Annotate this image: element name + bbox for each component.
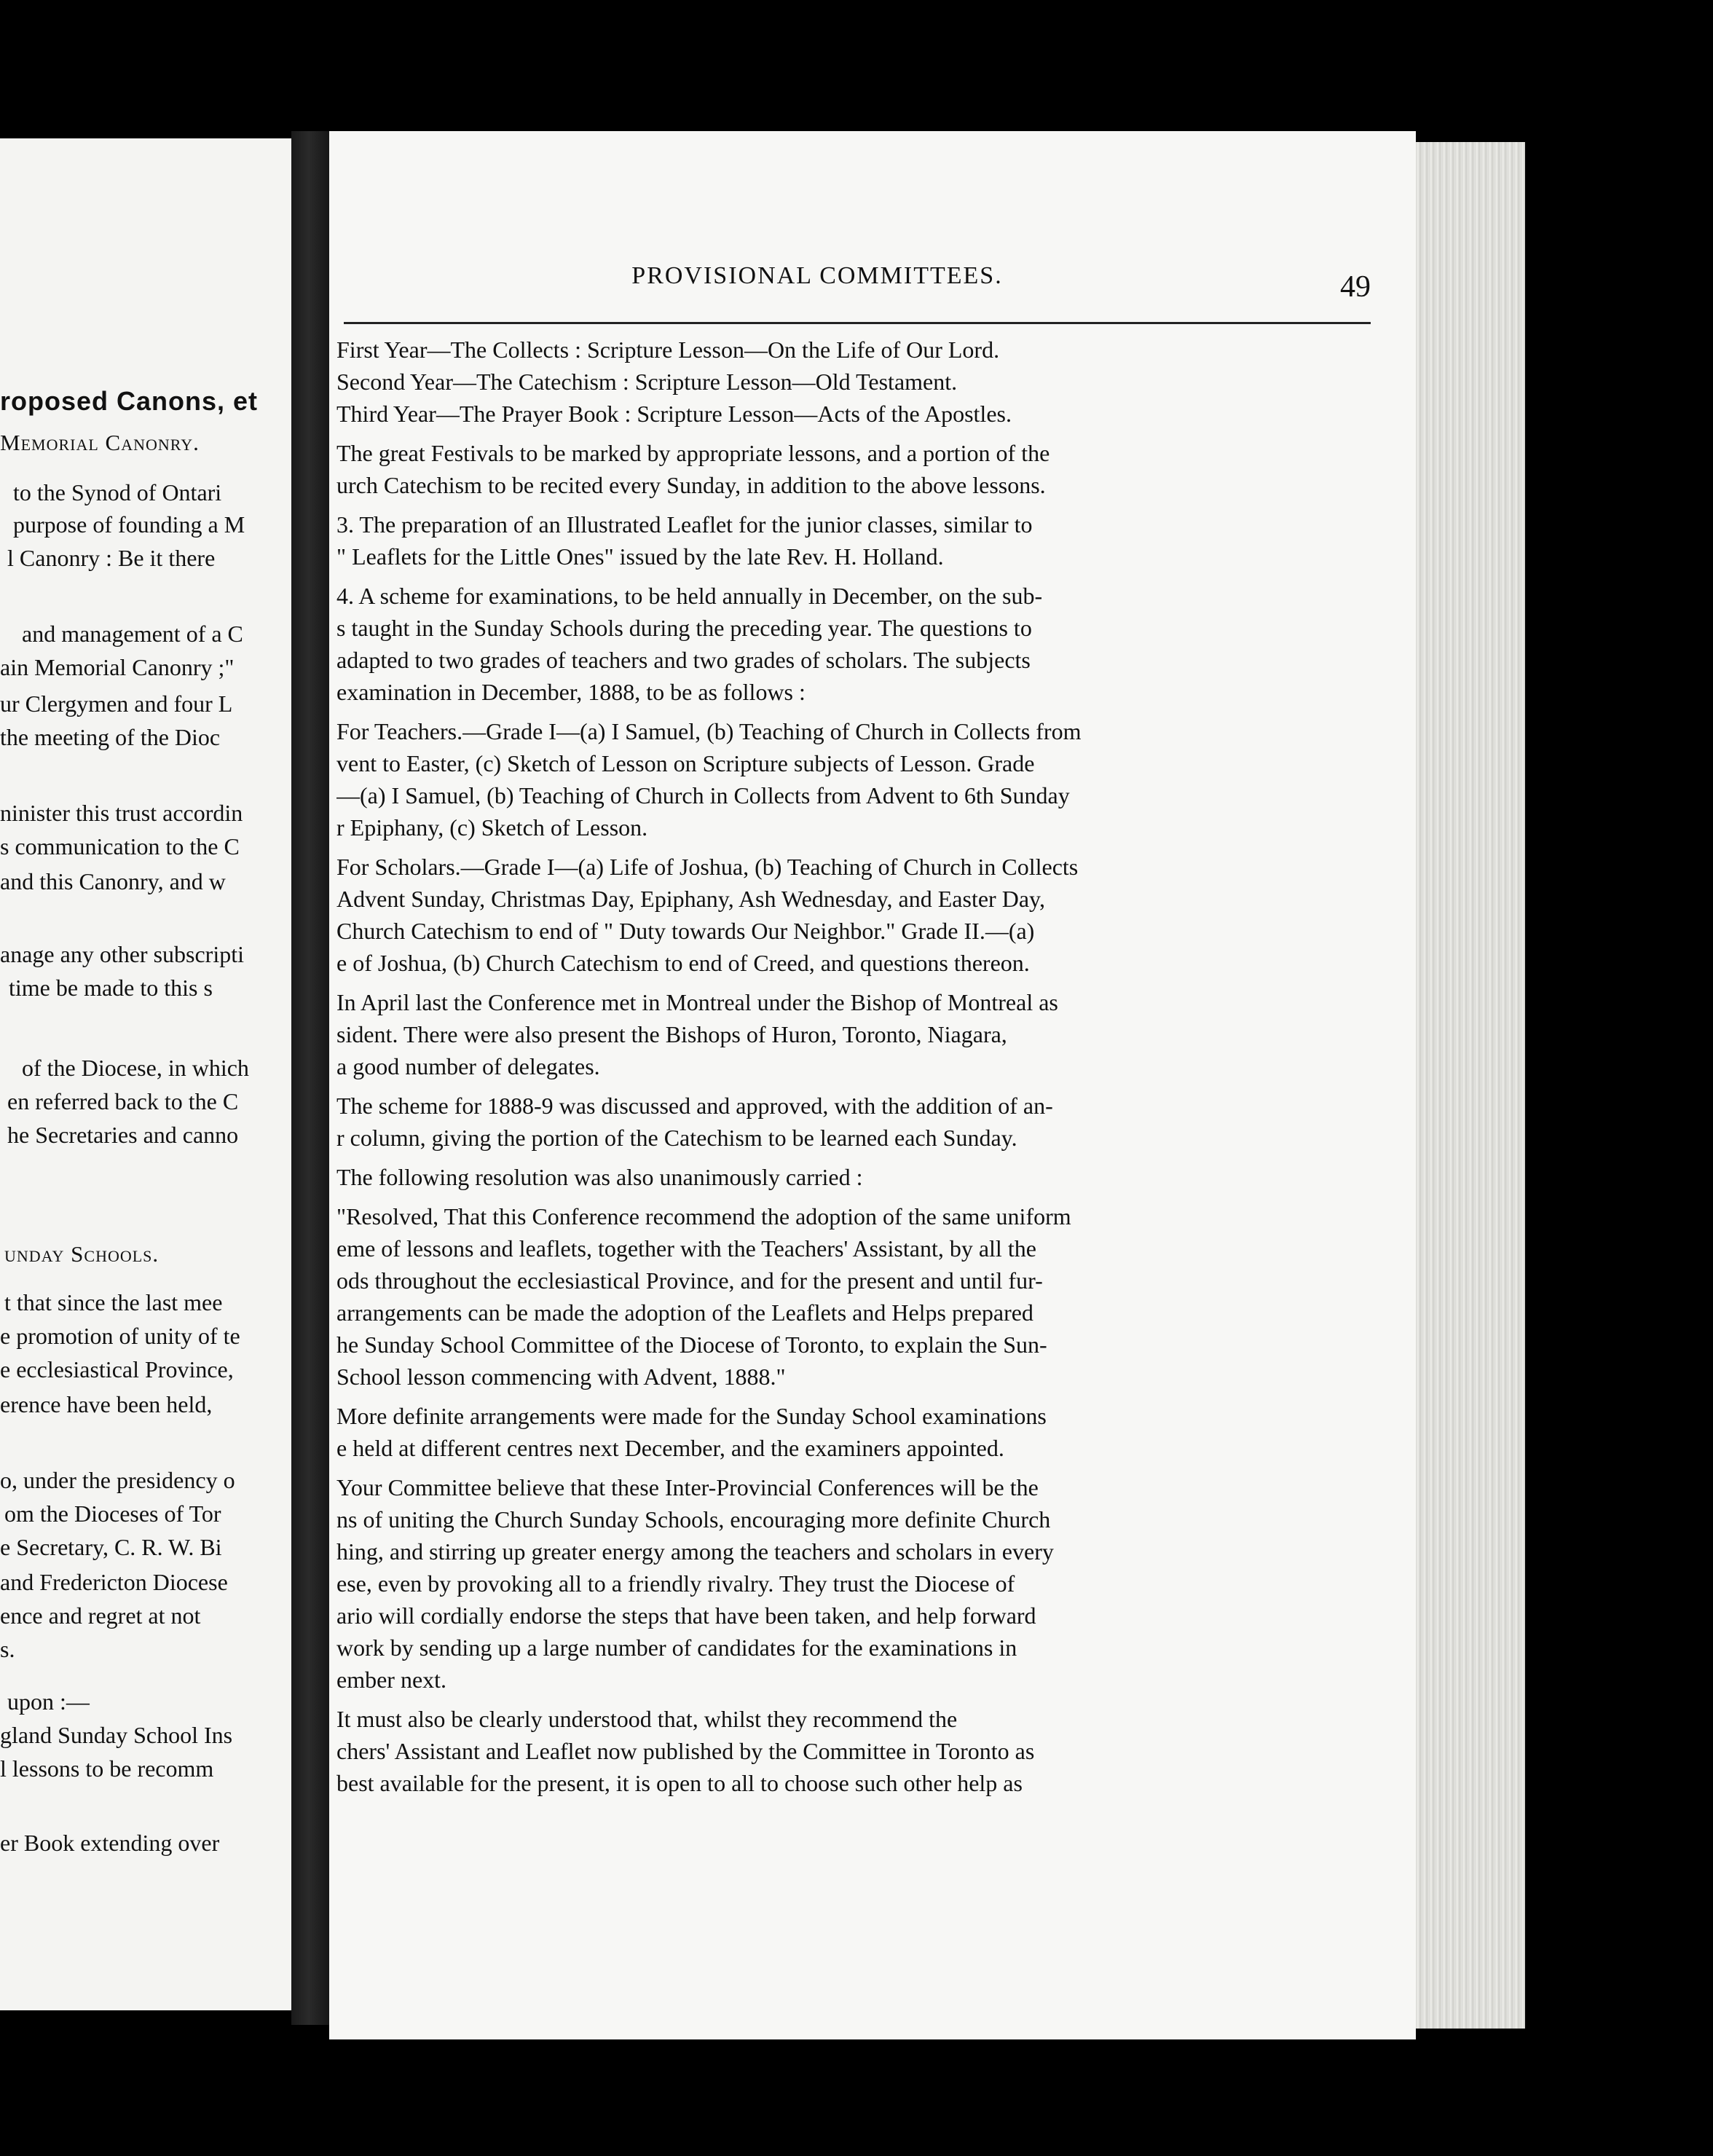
left-line: s communication to the C (0, 833, 240, 859)
text-line: ario will cordially endorse the steps that have been taken, and help forward (336, 1602, 1036, 1629)
paragraph (336, 1090, 1334, 1154)
main-page (329, 131, 1416, 2039)
text-line: ember next. (336, 1667, 447, 1693)
left-line: gland Sunday School Ins (0, 1722, 233, 1748)
left-line: ain Memorial Canonry ;" (0, 654, 235, 680)
text-line: For Teachers.—Grade I—(a) I Samuel, (b) Teaching of Church in Collects from (336, 718, 1082, 744)
left-page-heading: roposed Canons, et (0, 386, 259, 416)
left-line: ur Clergymen and four L (0, 691, 233, 717)
paragraph (336, 334, 1334, 366)
left-line: to the Synod of Ontari (13, 479, 222, 505)
text-line: adapted to two grades of teachers and two grades of scholars. The subjects (336, 647, 1031, 673)
left-page-subheading: unday Schools. (4, 1241, 160, 1267)
left-line: erence have been held, (0, 1391, 213, 1417)
text-line: examination in December, 1888, to be as follows : (336, 679, 806, 705)
text-line: In April last the Conference met in Montreal under the Bishop of Montreal as (336, 989, 1058, 1015)
left-line: e promotion of unity of te (0, 1323, 240, 1349)
paragraph (336, 508, 1334, 573)
text-line: r column, giving the portion of the Catechism to be learned each Sunday. (336, 1125, 1017, 1151)
text-line: e held at different centres next December, and the examiners appointed. (336, 1435, 1004, 1461)
left-line: er Book extending over (0, 1830, 220, 1856)
paragraph (336, 398, 1334, 430)
left-line: the meeting of the Dioc (0, 724, 221, 750)
left-page (0, 138, 306, 2010)
text-line: More definite arrangements were made for the Sunday School examinations (336, 1403, 1047, 1429)
text-line: r Epiphany, (c) Sketch of Lesson. (336, 814, 648, 841)
text-line: Third Year—The Prayer Book : Scripture Lesson—Acts of the Apostles. (336, 401, 1012, 427)
text-line: sident. There were also present the Bishops of Huron, Toronto, Niagara, (336, 1021, 1007, 1047)
paragraph (336, 1471, 1334, 1696)
paragraph (336, 1161, 1334, 1193)
paragraph (336, 1200, 1334, 1393)
left-line: om the Dioceses of Tor (4, 1500, 221, 1527)
text-line: "Resolved, That this Conference recommend the adoption of the same uniform (336, 1203, 1071, 1230)
left-line: l lessons to be recomm (0, 1755, 214, 1782)
left-line: s. (0, 1636, 15, 1662)
text-line: Advent Sunday, Christmas Day, Epiphany, Ash Wednesday, and Easter Day, (336, 886, 1045, 912)
body-text (336, 334, 1334, 1806)
text-line: ods throughout the ecclesiastical Province, and for the present and until fur- (336, 1267, 1043, 1294)
left-line: and management of a C (22, 621, 243, 647)
paragraph (336, 1400, 1334, 1464)
page-fore-edge (1416, 142, 1525, 2029)
text-line: hing, and stirring up greater energy among the teachers and scholars in every (336, 1538, 1054, 1565)
paragraph (336, 715, 1334, 843)
text-line: s taught in the Sunday Schools during the preceding year. The questions to (336, 615, 1032, 641)
left-line: o, under the presidency o (0, 1467, 235, 1493)
paragraph (336, 366, 1334, 398)
paragraph (336, 986, 1334, 1082)
page-number: 49 (1340, 270, 1371, 304)
paragraph (336, 437, 1334, 501)
left-line: of the Diocese, in which (22, 1055, 249, 1081)
text-line: ns of uniting the Church Sunday Schools, encouraging more definite Church (336, 1506, 1051, 1533)
text-line: Second Year—The Catechism : Scripture Lesson—Old Testament. (336, 369, 958, 395)
text-line: chers' Assistant and Leaflet now published by the Committee in Toronto as (336, 1738, 1035, 1764)
text-line: e of Joshua, (b) Church Catechism to end of Creed, and questions thereon. (336, 950, 1030, 976)
left-line: t that since the last mee (4, 1289, 223, 1315)
text-line: urch Catechism to be recited every Sunday, in addition to the above lessons. (336, 472, 1046, 498)
text-line: The great Festivals to be marked by appropriate lessons, and a portion of the (336, 440, 1050, 466)
left-line: time be made to this s (9, 975, 213, 1001)
left-line: ninister this trust accordin (0, 800, 243, 826)
text-line: School lesson commencing with Advent, 1888." (336, 1364, 786, 1390)
text-line: best available for the present, it is open to all to choose such other help as (336, 1770, 1023, 1796)
left-line: e ecclesiastical Province, (0, 1356, 234, 1382)
text-line: The scheme for 1888-9 was discussed and approved, with the addition of an- (336, 1093, 1053, 1119)
paragraph (336, 580, 1334, 708)
running-head: PROVISIONAL COMMITTEES. (631, 262, 1003, 289)
left-line: ence and regret at not (0, 1602, 201, 1629)
text-line: —(a) I Samuel, (b) Teaching of Church in Collects from Advent to 6th Sunday (336, 782, 1070, 808)
text-line: ese, even by provoking all to a friendly rivalry. They trust the Diocese of (336, 1570, 1015, 1597)
left-line: upon :— (7, 1688, 90, 1715)
text-line: For Scholars.—Grade I—(a) Life of Joshua, (b) Teaching of Church in Collects (336, 854, 1079, 880)
text-line: vent to Easter, (c) Sketch of Lesson on Scripture subjects of Lesson. Grade (336, 750, 1035, 776)
left-line: en referred back to the C (7, 1088, 239, 1114)
paragraph (336, 851, 1334, 979)
text-line: he Sunday School Committee of the Diocese of Toronto, to explain the Sun- (336, 1331, 1047, 1358)
left-line: and this Canonry, and w (0, 868, 226, 894)
text-line: 4. A scheme for examinations, to be held annually in December, on the sub- (336, 583, 1043, 609)
text-line: Your Committee believe that these Inter-Provincial Conferences will be the (336, 1474, 1039, 1500)
left-line: l Canonry : Be it there (7, 545, 216, 571)
left-line: purpose of founding a M (13, 511, 245, 538)
header-rule (344, 322, 1371, 324)
text-line: 3. The preparation of an Illustrated Leaflet for the junior classes, similar to (336, 511, 1033, 538)
book-gutter (291, 131, 335, 2025)
text-line: It must also be clearly understood that, whilst they recommend the (336, 1706, 958, 1732)
text-line: eme of lessons and leaflets, together with the Teachers' Assistant, by all the (336, 1235, 1036, 1262)
left-line: and Fredericton Diocese (0, 1569, 228, 1595)
text-line: Church Catechism to end of " Duty towards Our Neighbor." Grade II.—(a) (336, 918, 1035, 944)
left-page-subheading: Memorial Canonry. (0, 430, 200, 455)
left-line: e Secretary, C. R. W. Bi (0, 1534, 222, 1560)
text-line: First Year—The Collects : Scripture Lesson—On the Life of Our Lord. (336, 337, 1000, 363)
text-line: arrangements can be made the adoption of the Leaflets and Helps prepared (336, 1299, 1033, 1326)
text-line: " Leaflets for the Little Ones" issued by the late Rev. H. Holland. (336, 543, 944, 570)
text-line: The following resolution was also unanimously carried : (336, 1164, 863, 1190)
paragraph (336, 1703, 1334, 1799)
left-line: anage any other subscripti (0, 941, 244, 967)
text-line: work by sending up a large number of candidates for the examinations in (336, 1634, 1017, 1661)
left-line: he Secretaries and canno (7, 1122, 239, 1148)
text-line: a good number of delegates. (336, 1053, 600, 1079)
